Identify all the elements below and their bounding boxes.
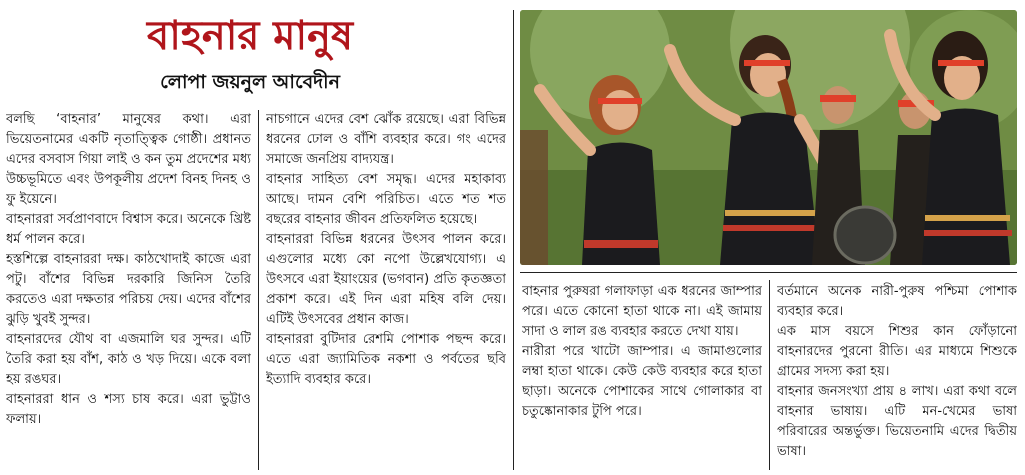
article-column-2 <box>266 110 506 472</box>
paragraph: এক মাস বয়সে শিশুর কান ফোঁড়ানো বাহনারদের পুরনো রীতি। এর মাধ্যমে শিশুকে গ্রামের সদস্য করা হয়। <box>777 324 1017 379</box>
paragraph: নারীরা পরে খাটো জাম্পার। এ জামাগুলোর লম্বা হাতা থাকে। কেউ কেউ ব্যবহার করে হাতা ছাড়া। অনেকে পোশাকের সাথে গোলাকার বা চতুষ্কোনাকার টুপি পরে। <box>522 344 762 419</box>
paragraph: বাহনার সাহিত্য বেশ সমৃদ্ধ। এদের মহাকাব্য আছে। দামন বেশি পরিচিত। এতে শত শত বছরের বাহনার জীবন প্রতিফলিত হয়েছে। <box>266 172 506 227</box>
article-column-4 <box>777 282 1017 472</box>
paragraph: বাহনাররা বুটিদার রেশমি পোশাক পছন্দ করে। এতে এরা জ্যামিতিক নকশা ও পর্বতের ছবি ইত্যাদি ব্যবহার করে। <box>266 332 506 387</box>
paragraph: নাচগানে এদের বেশ ঝোঁক রয়েছে। এরা বিভিন্ন ধরনের ঢোল ও বাঁশি ব্যবহার করে। গং এদের সমাজে জনপ্রিয় বাদ্যযন্ত্র। <box>266 112 506 167</box>
paragraph: বর্তমানে অনেক নারী-পুরুষ পশ্চিমা পোশাক ব্যবহার করে। <box>777 284 1017 319</box>
paragraph: হস্তশিল্পে বাহনাররা দক্ষ। কাঠখোদাই কাজে এরা পটু। বাঁশের বিভিন্ন দরকারি জিনিস তৈরি করতেও এরা দক্ষতার পরিচয় দেয়। এদের বাঁশের ঝুড়ি খুবই সুন্দর। <box>6 252 251 327</box>
paragraph: বাহনার পুরুষরা গলাফাড়া এক ধরনের জাম্পার পরে। এতে কোনো হাতা থাকে না। এই জামায় সাদা ও লাল রঙ ব্যবহার করতে দেখা যায়। <box>522 284 762 339</box>
dancers-photo <box>520 10 1017 265</box>
dancers-illustration <box>520 10 1017 265</box>
column-divider <box>769 280 770 470</box>
photo-bottom-rule <box>520 272 1017 273</box>
paragraph: বাহনারদের যৌথ বা এজমালি ঘর সুন্দর। এটি তৈরি করা হয় বাঁশ, কাঠ ও খড় দিয়ে। একে বলা হয় রঙঘর। <box>6 332 251 387</box>
paragraph: বাহনাররা ধান ও শস্য চাষ করে। এরা ভুট্টাও ফলায়। <box>6 392 251 427</box>
paragraph: বাহনার জনসংখ্যা প্রায় ৪ লাখ। এরা কথা বলে বাহনার ভাষায়। এটি মন-খেমের ভাষা পরিবারের অন্তর্ভুক্ত। ভিয়েতনামি এদের দ্বিতীয় ভাষা। <box>777 384 1017 459</box>
paragraph: বাহনাররা সর্বপ্রাণবাদে বিশ্বাস করে। অনেকে খ্রিষ্ট ধর্ম পালন করে। <box>6 212 251 247</box>
column-divider <box>513 10 514 470</box>
article-column-3 <box>522 282 762 472</box>
paragraph: বাহনাররা বিভিন্ন ধরনের উৎসব পালন করে। এগুলোর মধ্যে কো নপো উল্লেখযোগ্য। এ উৎসবে এরা ইয়াংয়ের (ভগবান) প্রতি কৃতজ্ঞতা প্রকাশ করে। এই দিন এরা মহিষ বলি দেয়। এটিই উৎসবের প্রধান কাজ। <box>266 232 506 327</box>
column-divider <box>258 110 259 470</box>
article-title: বাহনার মানুষ <box>146 12 354 59</box>
paragraph: বলছি ‘বাহনার’ মানুষের কথা। এরা ভিয়েতনামের একটি নৃতাত্ত্বিক গোষ্ঠী। প্রধানত এদের বসবাস গিয়া লাই ও কন তুম প্রদেশের মধ্য উচ্চভূমিতে এবং উপকূলীয় প্রদেশ বিনহ দিনহ ও ফু ইয়েনে। <box>6 112 251 207</box>
article-byline: লোপা জয়নুল আবেদীন <box>160 71 340 93</box>
article-column-1 <box>6 110 251 472</box>
